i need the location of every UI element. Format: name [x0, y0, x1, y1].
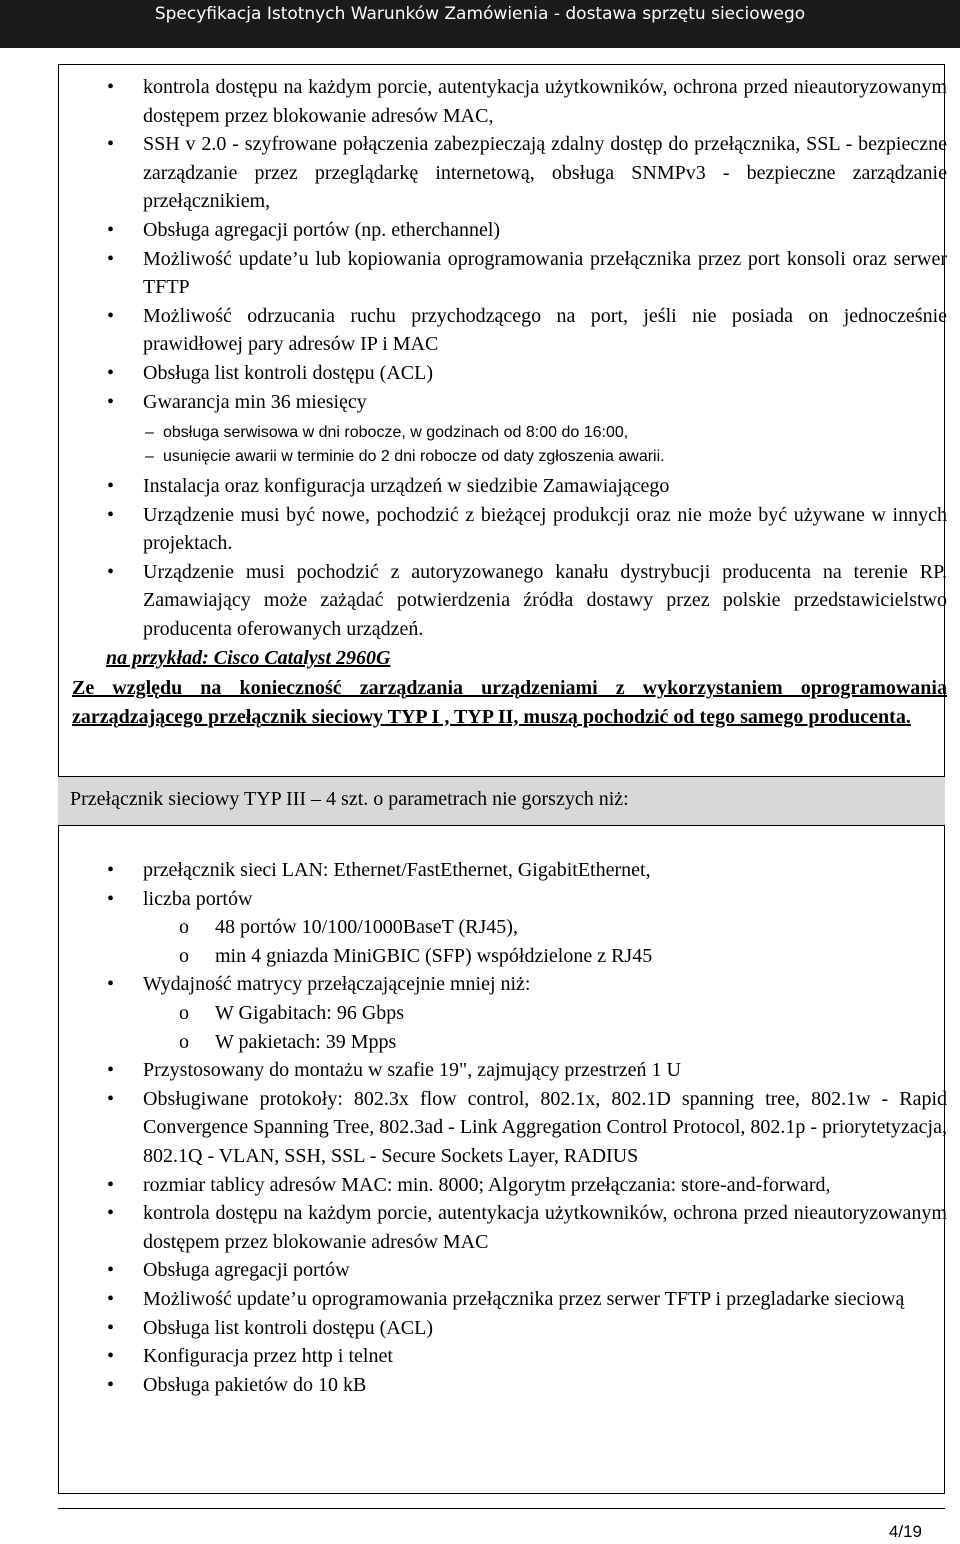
list-item: • Urządzenie musi być nowe, pochodzić z bieżącej produkcji oraz nie może być używane w innych projektach.	[107, 501, 947, 558]
warranty-label: Gwarancja min 36 miesięcy	[143, 390, 367, 413]
sub-item: o min 4 gniazda MiniGBIC (SFP) współdzielone z RJ45	[179, 942, 947, 971]
document-header	[0, 0, 960, 48]
list-item: • Obsługa agregacji portów (np. etherchannel)	[107, 216, 947, 245]
list-item	[107, 885, 947, 971]
spec-list	[107, 856, 947, 1399]
requirements-list-2	[107, 472, 947, 644]
list-item: • kontrola dostępu na każdym porcie, autentykacja użytkowników, ochrona przed nieautoryzowanym dostępem przez blokowanie adresów MAC	[107, 1199, 947, 1256]
list-item	[107, 970, 947, 1056]
example-model: na przykład: Cisco Catalyst 2960G	[106, 647, 391, 669]
list-item: • kontrola dostępu na każdym porcie, autentykacja użytkowników, ochrona przed nieautoryzowanym dostępem przez blokowanie adresów MAC,	[107, 73, 947, 130]
list-item	[107, 388, 947, 417]
sub-item: o W pakietach: 39 Mpps	[179, 1028, 947, 1057]
section-heading	[58, 776, 945, 826]
section-title-bold: Przełącznik sieciowy TYP III – 4 szt.	[70, 788, 369, 810]
section-title-rest: o parametrach nie gorszych niż:	[368, 788, 629, 810]
header-title: Specyfikacja Istotnych Warunków Zamówienia - dostawa sprzętu sieciowego	[154, 4, 806, 24]
list-item: • Możliwość update’u oprogramowania przełącznika przez serwer TFTP i przegladarke sieciową	[107, 1285, 947, 1314]
section-title	[70, 788, 629, 811]
warranty-details	[145, 421, 945, 469]
list-item: • Obsługa pakietów do 10 kB	[107, 1371, 947, 1400]
sub-item: o 48 portów 10/100/1000BaseT (RJ45),	[179, 913, 947, 942]
list-item: – usunięcie awarii w terminie do 2 dni robocze od daty zgłoszenia awarii.	[145, 445, 945, 469]
perf-label: Wydajność matrycy przełączającejnie mniej niż:	[143, 973, 531, 996]
perf-sublist	[179, 999, 947, 1056]
ports-sublist	[179, 913, 947, 970]
list-item: • Obsługa list kontroli dostępu (ACL)	[107, 359, 947, 388]
page-number: 4/19	[888, 1522, 922, 1541]
list-item: • Konfiguracja przez http i telnet	[107, 1342, 947, 1371]
list-item: • Obsługa list kontroli dostępu (ACL)	[107, 1314, 947, 1343]
list-item: • SSH v 2.0 - szyfrowane połączenia zabezpieczają zdalny dostęp do przełącznika, SSL - bezpieczne zarządzanie przez przeglądarkę internetową, obsługa SNMPv3 - bezpieczne zarządzanie przełącznikiem,	[107, 130, 947, 216]
list-item: • przełącznik sieci LAN: Ethernet/FastEthernet, GigabitEthernet,	[107, 856, 947, 885]
ports-label: liczba portów	[143, 887, 253, 910]
list-item: – obsługa serwisowa w dni robocze, w godzinach od 8:00 do 16:00,	[145, 421, 945, 445]
compatibility-note: Ze względu na konieczność zarządzania urządzeniami z wykorzystaniem oprogramowania zarządzającego przełącznik sieciowy TYP I , TYP II, muszą pochodzić od tego samego producenta.	[72, 677, 947, 728]
list-item: • Przystosowany do montażu w szafie 19", zajmujący przestrzeń 1 U	[107, 1056, 947, 1085]
list-item: • Instalacja oraz konfiguracja urządzeń w siedzibie Zamawiającego	[107, 472, 947, 501]
list-item: • Urządzenie musi pochodzić z autoryzowanego kanału dystrybucji producenta na terenie RP. Zamawiający może zażądać potwierdzenia źródła dostawy przez polskie przedstawicielstwo producenta oferowanych urządzeń.	[107, 558, 947, 644]
requirements-list-1	[107, 73, 947, 416]
list-item: • rozmiar tablicy adresów MAC: min. 8000; Algorytm przełączania: store-and-forward,	[107, 1171, 947, 1200]
list-item: • Możliwość odrzucania ruchu przychodzącego na port, jeśli nie posiada on jednocześnie prawidłowej pary adresów IP i MAC	[107, 302, 947, 359]
list-item: • Możliwość update’u lub kopiowania oprogramowania przełącznika przez port konsoli oraz serwer TFTP	[107, 245, 947, 302]
sub-item: o W Gigabitach: 96 Gbps	[179, 999, 947, 1028]
list-item: • Obsługa agregacji portów	[107, 1256, 947, 1285]
footer-divider	[58, 1508, 945, 1509]
list-item: • Obsługiwane protokoły: 802.3x flow control, 802.1x, 802.1D spanning tree, 802.1w - Rapid Convergence Spanning Tree, 802.3ad - Link Aggregation Control Protocol, 802.1p - priorytetyzacja, 802.1Q - VLAN, SSH, SSL - Secure Sockets Layer, RADIUS	[107, 1085, 947, 1171]
